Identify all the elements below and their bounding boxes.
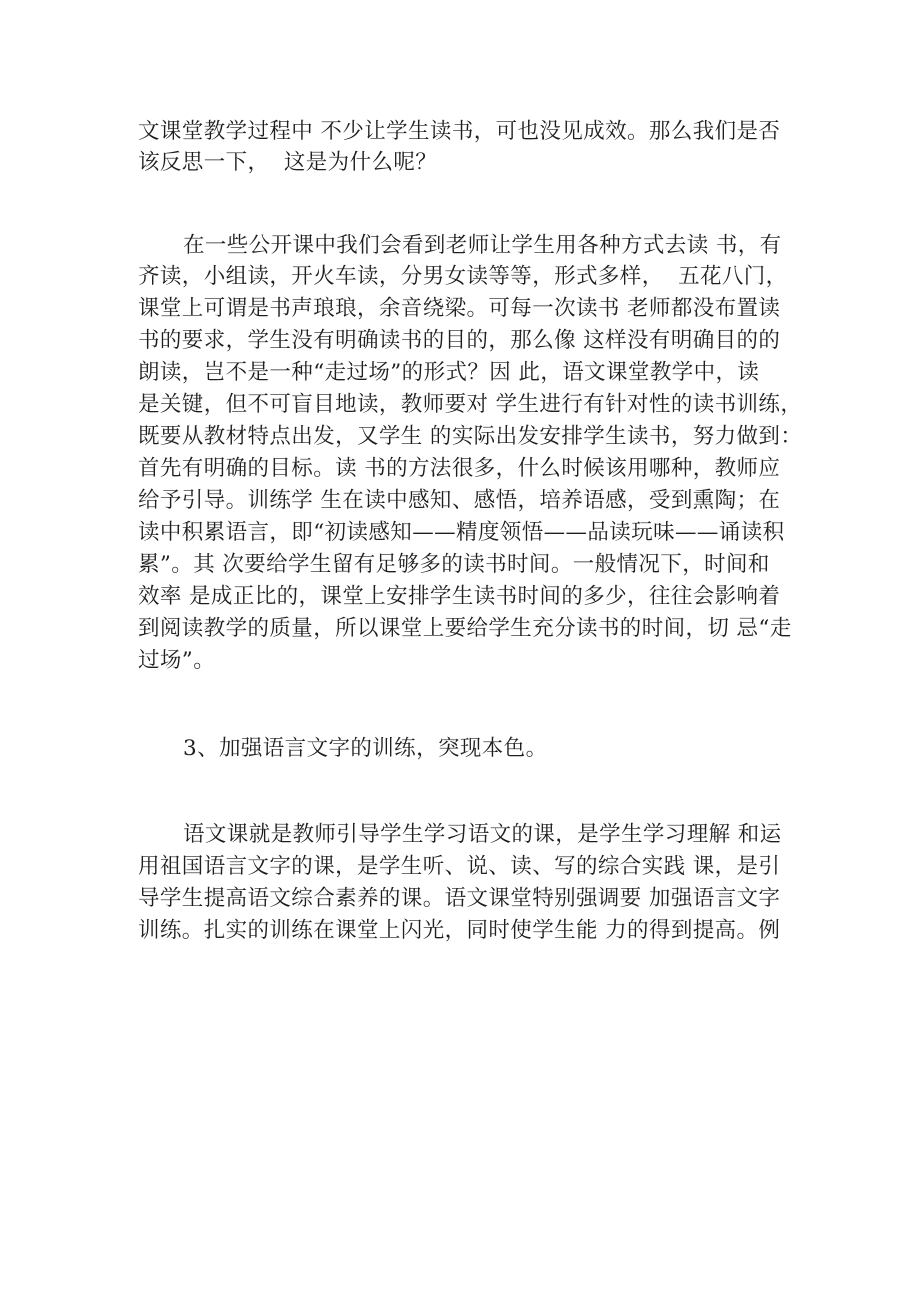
text-line: 文课堂教学过程中 不少让学生读书，可也没见成效。那么我们是否: [138, 119, 781, 144]
text-line: 过场”。: [138, 648, 216, 673]
text-line: 既要从教材特点出发，又学生 的实际出发安排学生读书，努力做到：: [138, 424, 803, 449]
text-line: 读中积累语言，即“初读感知——精度领悟——品读玩味——诵读积: [138, 520, 785, 545]
section-heading: 3、加强语言文字的训练，突现本色。: [183, 736, 548, 761]
text-line: 是关键，但不可盲目地读，教师要对 学生进行有针对性的读书训练，: [138, 392, 803, 417]
text-line: 课堂上可谓是书声琅琅，余音绕梁。可每一次读书 老师都没布置读: [138, 296, 781, 321]
text-line: 朗读，岂不是一种“走过场”的形式？因 此，语文课堂教学中，读: [138, 360, 760, 385]
paragraph-first-line: 语文课就是教师引导学生学习语文的课，是学生学习理解 和运: [183, 822, 782, 847]
text-line: 给予引导。训练学 生在读中感知、感悟，培养语感，受到熏陶；在: [138, 488, 781, 513]
text-line: 用祖国语言文字的课，是学生听、说、读、写的综合实践 课，是引: [138, 854, 781, 879]
text-line: 累”。其 次要给学生留有足够多的读书时间。一般情况下，时间和: [138, 552, 770, 577]
text-line: 到阅读教学的质量，所以课堂上要给学生充分读书的时间，切 忌“走: [138, 616, 792, 641]
text-line: 该反思一下， 这是为什么呢？: [138, 150, 438, 175]
text-line: 齐读，小组读，开火车读，分男女读等等，形式多样， 五花八门，: [138, 264, 788, 289]
text-line: 训练。扎实的训练在课堂上闪光，同时使学生能 力的得到提高。例: [138, 918, 781, 943]
paragraph-first-line: 在一些公开课中我们会看到老师让学生用各种方式去读 书，有: [183, 233, 782, 258]
text-line: 书的要求，学生没有明确读书的目的，那么像 这样没有明确目的的: [138, 328, 781, 353]
text-line: 导学生提高语文综合素养的课。语文课堂特别强调要 加强语言文字: [138, 886, 781, 911]
text-line: 首先有明确的目标。读 书的方法很多，什么时候该用哪种，教师应: [138, 456, 781, 481]
text-line: 效率 是成正比的，课堂上安排学生读书时间的多少，往往会影响着: [138, 584, 781, 609]
